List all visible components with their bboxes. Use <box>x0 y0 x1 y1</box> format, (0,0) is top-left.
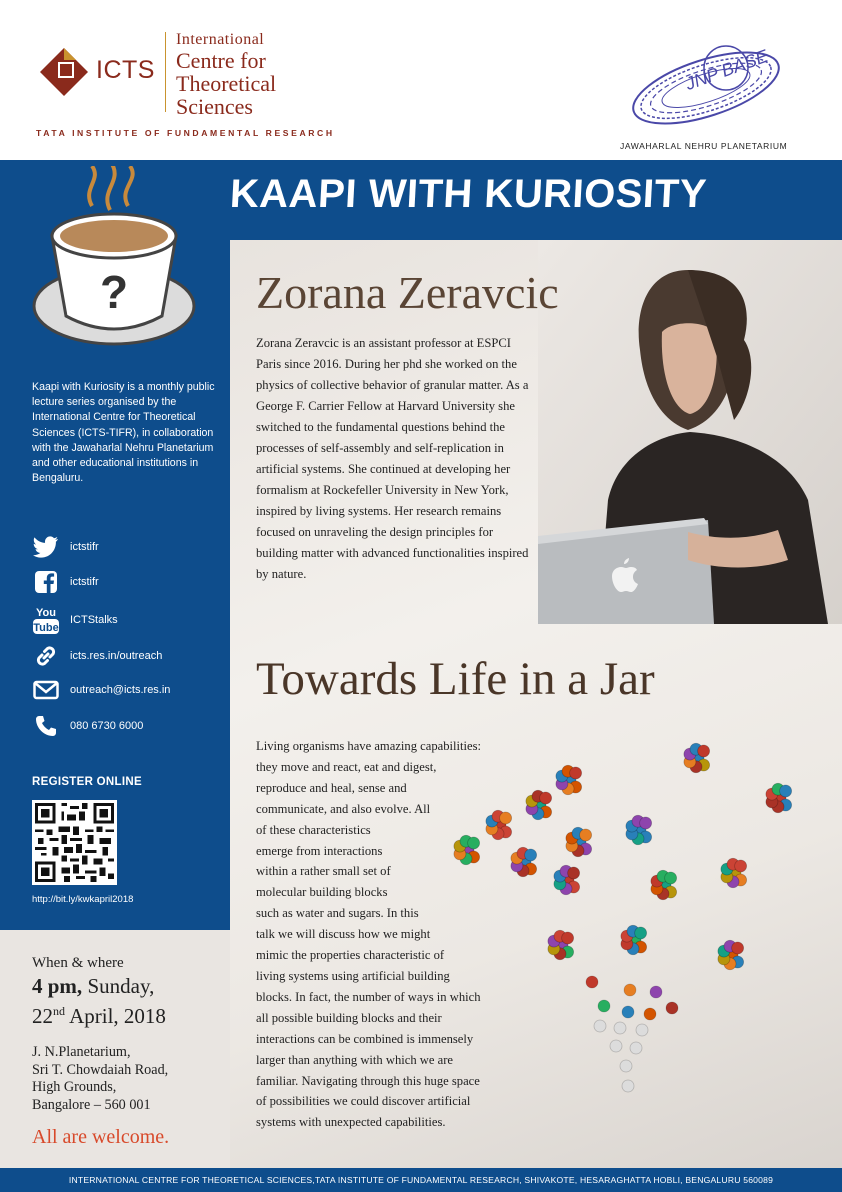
abstract-line: molecular building blocks <box>256 885 388 900</box>
event-time: 4 pm, <box>32 974 83 998</box>
register-qr-code[interactable] <box>32 800 117 885</box>
abstract-line: living systems using artificial building <box>256 968 450 983</box>
speaker-photo <box>538 240 842 624</box>
molecule-cluster <box>621 925 647 955</box>
planetarium-logo-text: JNP BASE <box>682 45 771 95</box>
building-block <box>614 1022 626 1034</box>
abstract-line: blocks. In fact, the number of ways in which <box>256 989 481 1004</box>
abstract-line: within a rather small set of <box>256 864 391 879</box>
building-block <box>624 984 636 996</box>
abstract-line: emerge from interactions <box>256 843 383 858</box>
contact-text: ICTStalks <box>70 614 118 626</box>
register-label: REGISTER ONLINE <box>32 776 142 788</box>
abstract-line: they move and react, eat and digest, <box>256 759 437 774</box>
building-block <box>650 986 662 998</box>
talk-title: Towards Life in a Jar <box>256 653 655 705</box>
venue-line: Bangalore – 560 001 <box>32 1096 151 1113</box>
building-block <box>586 976 598 988</box>
abstract-line: larger than anything with which we are <box>256 1052 454 1067</box>
abstract-line: mimic the properties characteristic of <box>256 948 445 963</box>
molecule-cluster <box>548 930 574 960</box>
event-datetime <box>32 974 222 1029</box>
building-block <box>644 1008 656 1020</box>
abstract-line: talk we will discuss how we might <box>256 927 431 942</box>
molecule-cluster <box>651 870 677 900</box>
planetarium-logo <box>626 30 786 138</box>
svg-text:You: You <box>36 607 56 619</box>
email-icon <box>32 678 60 702</box>
welcome-note: All are welcome. <box>32 1126 170 1148</box>
molecule-cluster <box>626 815 652 845</box>
abstract-line: reproduce and heal, sense and <box>256 780 407 795</box>
contact-facebook[interactable] <box>32 570 222 594</box>
cup-question-mark: ? <box>99 266 129 318</box>
centre-line-1: International <box>176 31 265 48</box>
abstract-line: of possibilities we could discover artificial <box>256 1094 471 1109</box>
talk-abstract <box>256 736 538 1133</box>
when-where-label: When & where <box>32 955 124 971</box>
molecule-cluster <box>684 743 710 773</box>
molecule-cluster <box>718 940 744 970</box>
building-block <box>594 1020 606 1032</box>
building-block <box>620 1060 632 1072</box>
centre-line-4: Sciences <box>176 94 253 119</box>
contact-twitter[interactable] <box>32 535 222 559</box>
twitter-icon <box>32 535 60 559</box>
contact-email[interactable] <box>32 678 222 702</box>
abstract-line: communicate, and also evolve. All <box>256 801 431 816</box>
molecule-cluster <box>556 765 582 795</box>
abstract-line: such as water and sugars. In this <box>256 906 419 921</box>
event-venue <box>32 1044 222 1114</box>
contact-text: ictstifr <box>70 576 99 588</box>
contact-text: outreach@icts.res.in <box>70 684 171 696</box>
institute-name: TATA INSTITUTE OF FUNDAMENTAL RESEARCH <box>36 128 335 138</box>
contact-website[interactable] <box>32 644 222 668</box>
abstract-line: Living organisms have amazing capabilities: <box>256 739 481 753</box>
abstract-line: familiar. Navigating through this huge space <box>256 1073 480 1088</box>
series-intro: Kaapi with Kuriosity is a monthly public lecture series organised by the International Centre for Theoretical Sciences (ICTS-TIFR), in collaboration with the Jawaharlal Nehru Planetarium and other educational institutions in Bengaluru. <box>32 381 215 485</box>
building-block <box>610 1040 622 1052</box>
molecule-cluster <box>721 858 747 888</box>
speaker-bio: Zorana Zeravcic is an assistant professor at ESPCI Paris since 2016. During her phd she worked on the physics of collective behavior of granular matter. As a George F. Carrier Fellow at Harvard University she switched to the fundamental questions behind the processes of self-assembly and self-replication in artificial systems. She continued at developing her formalism at Rockefeller University in New York, inspired by living systems. Her research remains focused on unraveling the design principles for building matter with advanced functionalities inspired by nature. <box>256 336 529 581</box>
venue-line: J. N.Planetarium, <box>32 1044 131 1060</box>
molecule-cluster <box>766 783 792 813</box>
contact-text: 080 6730 6000 <box>70 720 144 732</box>
abstract-line: interactions can be combined is immensely <box>256 1031 474 1046</box>
building-block <box>630 1042 642 1054</box>
event-day: Sunday, <box>82 974 155 998</box>
event-date-suffix: nd <box>53 1004 65 1018</box>
contact-phone[interactable] <box>32 714 222 738</box>
youtube-icon <box>32 604 60 636</box>
molecule-cluster <box>566 827 592 857</box>
speaker-name: Zorana Zeravcic <box>256 267 559 318</box>
building-block <box>598 1000 610 1012</box>
contact-text: icts.res.in/outreach <box>70 650 163 662</box>
planetarium-name: JAWAHARLAL NEHRU PLANETARIUM <box>620 141 788 151</box>
phone-icon <box>32 714 60 738</box>
register-url[interactable]: http://bit.ly/kwkapril2018 <box>32 894 134 905</box>
contact-text: ictstifr <box>70 541 99 553</box>
logo-divider <box>165 32 166 112</box>
facebook-icon <box>32 570 60 594</box>
icts-logo <box>38 46 90 98</box>
coffee-cup-illustration <box>30 166 200 366</box>
building-block <box>622 1006 634 1018</box>
centre-line-3: Theoretical <box>176 71 277 96</box>
icts-abbrev: ICTS <box>96 56 155 84</box>
link-icon <box>32 644 60 668</box>
series-title: KAAPI WITH KURIOSITY <box>228 172 708 216</box>
molecule-cluster <box>554 865 580 895</box>
event-date-day: 22 <box>32 1004 53 1028</box>
venue-line: Sri T. Chowdaiah Road, <box>32 1061 169 1078</box>
abstract-line: all possible building blocks and their <box>256 1010 442 1025</box>
venue-line: High Grounds, <box>32 1079 117 1095</box>
footer-address: INTERNATIONAL CENTRE FOR THEORETICAL SCIENCES,TATA INSTITUTE OF FUNDAMENTAL RESEARCH, SHIVAKOTE, HESARAGHATTA HOBLI, BENGALURU 560089 <box>0 1168 842 1192</box>
building-block <box>622 1080 634 1092</box>
abstract-line: systems with unexpected capabilities. <box>256 1115 446 1130</box>
centre-line-2: Centre for <box>176 48 266 73</box>
event-date-rest: April, 2018 <box>65 1004 166 1028</box>
contact-youtube[interactable] <box>32 604 222 636</box>
building-block <box>636 1024 648 1036</box>
abstract-line: of these characteristics <box>256 822 371 837</box>
svg-text:Tube: Tube <box>33 622 59 634</box>
building-block <box>666 1002 678 1014</box>
